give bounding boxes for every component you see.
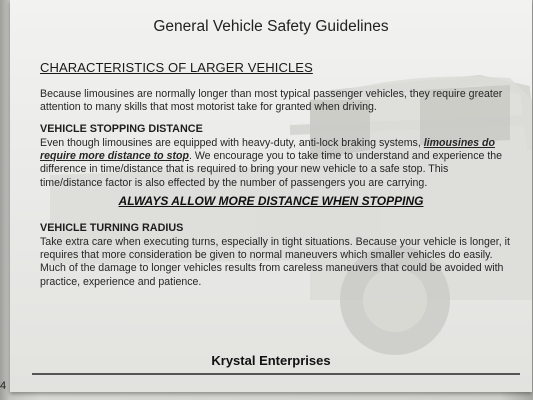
stopping-emphasis: limousines do require more distance to stop xyxy=(40,137,495,163)
stopping-banner: ALWAYS ALLOW MORE DISTANCE WHEN STOPPING xyxy=(118,194,424,208)
document-page xyxy=(10,0,532,392)
section-heading: CHARACTERISTICS OF LARGER VEHICLES xyxy=(40,60,313,75)
page-title: General Vehicle Safety Guidelines xyxy=(153,18,389,35)
stopping-paragraph xyxy=(40,137,510,190)
stopping-text-after: . We encourage you to take time to understand and experience the difference in time/distance that is required to bring your new vehicle to a safe stop. This time/distance factor is also effected by the number of passengers you are carrying. xyxy=(40,150,503,189)
document-content xyxy=(10,0,532,392)
stopping-text-before: Even though limousines are equipped with heavy-duty, anti-lock braking systems, xyxy=(40,137,424,149)
turning-heading: VEHICLE TURNING RADIUS xyxy=(40,222,184,234)
company-name: Krystal Enterprises xyxy=(211,353,331,368)
turning-paragraph: Take extra care when executing turns, especially in tight situations. Because your vehicle is longer, it requires that more consideration be given to normal maneuvers which smaller vehicles do easily. Much of the damage to longer vehicles results from careless maneuvers that could be avoided with practice, experience and patience. xyxy=(40,236,510,288)
footer-divider xyxy=(32,373,520,375)
intro-paragraph: Because limousines are normally longer than most typical passenger vehicles, they require greater attention to many skills that most motorist take for granted when driving. xyxy=(40,88,503,114)
page-number: 4 xyxy=(0,380,7,392)
stopping-heading: VEHICLE STOPPING DISTANCE xyxy=(40,123,203,135)
